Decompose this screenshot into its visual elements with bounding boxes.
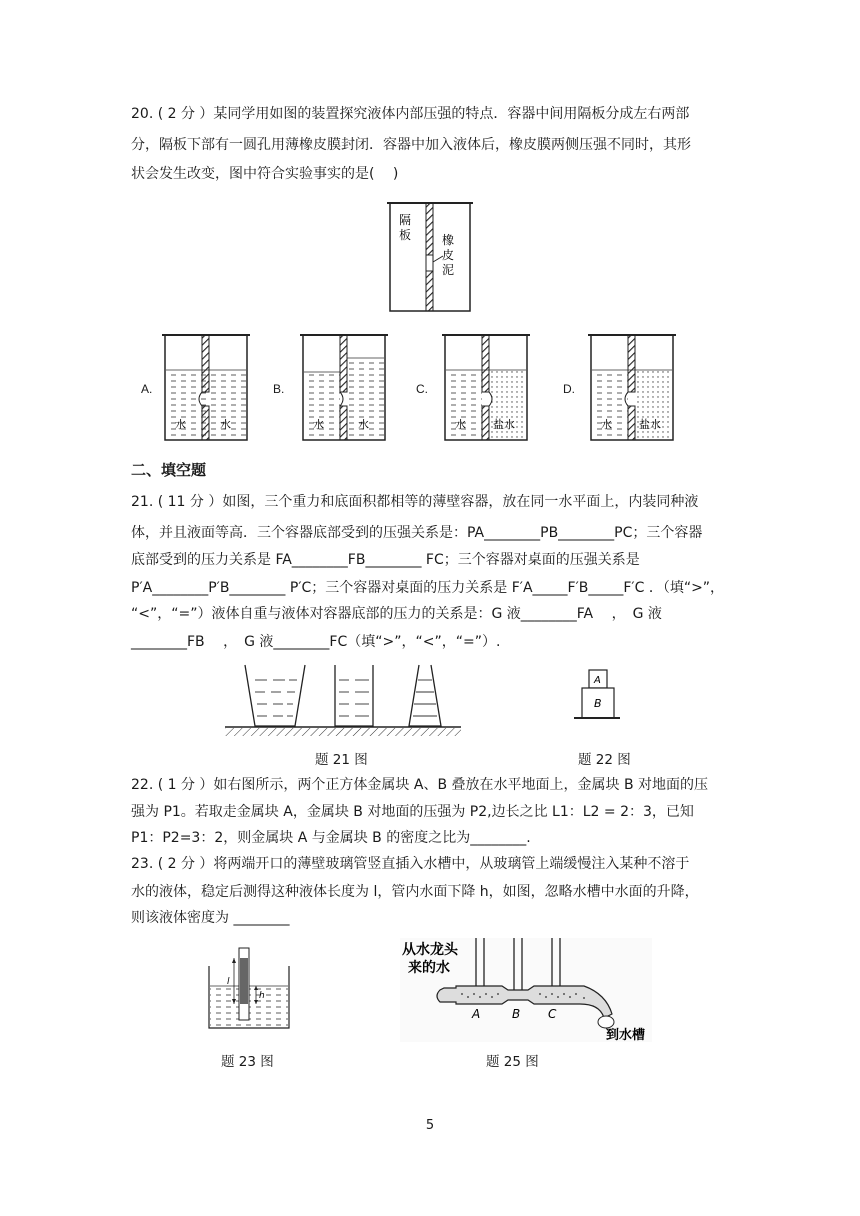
figure-23-caption: 题 23 图 [221, 1054, 274, 1070]
option-b-figure[interactable] [298, 330, 390, 442]
figure-25-caption: 题 25 图 [486, 1054, 539, 1070]
from-tap-label-2: 来的水 [408, 960, 450, 976]
figure-23 [205, 944, 295, 1032]
figure-21-caption: 题 21 图 [315, 752, 368, 768]
option-b-right-label: 水 [358, 418, 369, 431]
block-b-label: B [594, 697, 602, 710]
option-b-letter[interactable]: B. [273, 382, 285, 396]
figure-22 [572, 667, 622, 723]
option-a-left-label: 水 [175, 418, 186, 431]
option-a-letter[interactable]: A. [141, 382, 153, 396]
q22-line-1: 22. ( 1 分 ）如右图所示，两个正方体金属块 A、B 叠放在水平地面上，金属块 B 对地面的压 [131, 777, 709, 793]
option-d-letter[interactable]: D. [563, 382, 575, 396]
from-tap-label-1: 从水龙头 [402, 942, 458, 958]
q20-line-3: 状会发生改变，图中符合实验事实的是( ) [131, 166, 399, 182]
label-h: h [259, 991, 265, 1001]
section-heading: 二、填空题 [131, 461, 207, 479]
q21-line-5: “<”，“=”）液体自重与液体对容器底部的压力的关系是：G 液________FA ， G 液 [131, 606, 662, 622]
page-number: 5 [425, 1118, 435, 1133]
partition-label-2: 板 [399, 228, 412, 242]
q20-line-2: 分，隔板下部有一圆孔用薄橡皮膜封闭．容器中加入液体后，橡皮膜两侧压强不同时，其形 [131, 137, 691, 153]
option-a-figure[interactable] [160, 330, 252, 442]
q22-line-3: P1：P2=3：2，则金属块 A 与金属块 B 的密度之比为________. [131, 830, 531, 846]
block-a-label: A [594, 675, 601, 686]
apparatus-figure [385, 198, 475, 313]
option-d-figure[interactable] [586, 330, 678, 442]
q21-line-2: 体，并且液面等高．三个容器底部受到的压强关系是：PA________PB________PC；三个容器 [131, 525, 703, 541]
q21-line-6: ________FB ， G 液________FC（填“>”，“<”，“=”）. [131, 634, 501, 650]
to-sink-label: 到水槽 [606, 1028, 646, 1042]
q21-line-1: 21. ( 11 分 ）如图，三个重力和底面积都相等的薄壁容器，放在同一水平面上，内装同种液 [131, 494, 699, 510]
q23-line-2: 水的液体，稳定后测得这种液体长度为 l，管内水面下降 h，如图，忽略水槽中水面的升降， [131, 884, 699, 900]
q23-line-1: 23. ( 2 分 ）将两端开口的薄壁玻璃管竖直插入水槽中，从玻璃管上端缓慢注入某种不溶于 [131, 856, 690, 872]
figure-22-caption: 题 22 图 [578, 752, 631, 768]
figure-25 [400, 938, 652, 1042]
q21-line-4: P′A________P′B________ P′C；三个容器对桌面的压力关系是 F′A_____F′B_____F′C ．（填“>”， [131, 580, 725, 596]
option-d-left-label: 水 [601, 418, 612, 431]
svg-text:皮: 皮 [442, 248, 455, 262]
q22-line-2: 强为 P1。若取走金属块 A，金属块 B 对地面的压强为 P2,边长之比 L1：L2 = 2：3，已知 [131, 804, 694, 820]
q20-line-1: 20. ( 2 分 ）某同学用如图的装置探究液体内部压强的特点．容器中间用隔板分成左右两部 [131, 106, 690, 122]
partition-label-1: 隔 [399, 213, 412, 227]
option-d-right-label: 盐水 [639, 418, 661, 431]
label-l: l [227, 977, 230, 987]
option-c-right-label: 盐水 [493, 418, 515, 431]
q23-line-3: 则该液体密度为 ________ [131, 910, 290, 926]
option-c-figure[interactable] [440, 330, 532, 442]
option-c-left-label: 水 [455, 418, 466, 431]
svg-text:橡: 橡 [442, 233, 455, 247]
option-b-left-label: 水 [313, 418, 324, 431]
figure-21 [225, 660, 461, 740]
option-a-right-label: 水 [220, 418, 231, 431]
point-c-label: C [548, 1007, 557, 1021]
point-a-label: A [472, 1007, 481, 1021]
option-c-letter[interactable]: C. [416, 382, 428, 396]
svg-text:泥: 泥 [442, 263, 455, 277]
point-b-label: B [512, 1007, 521, 1021]
q21-line-3: 底部受到的压力关系是 FA________FB________ FC；三个容器对桌面的压强关系是 [131, 552, 640, 568]
